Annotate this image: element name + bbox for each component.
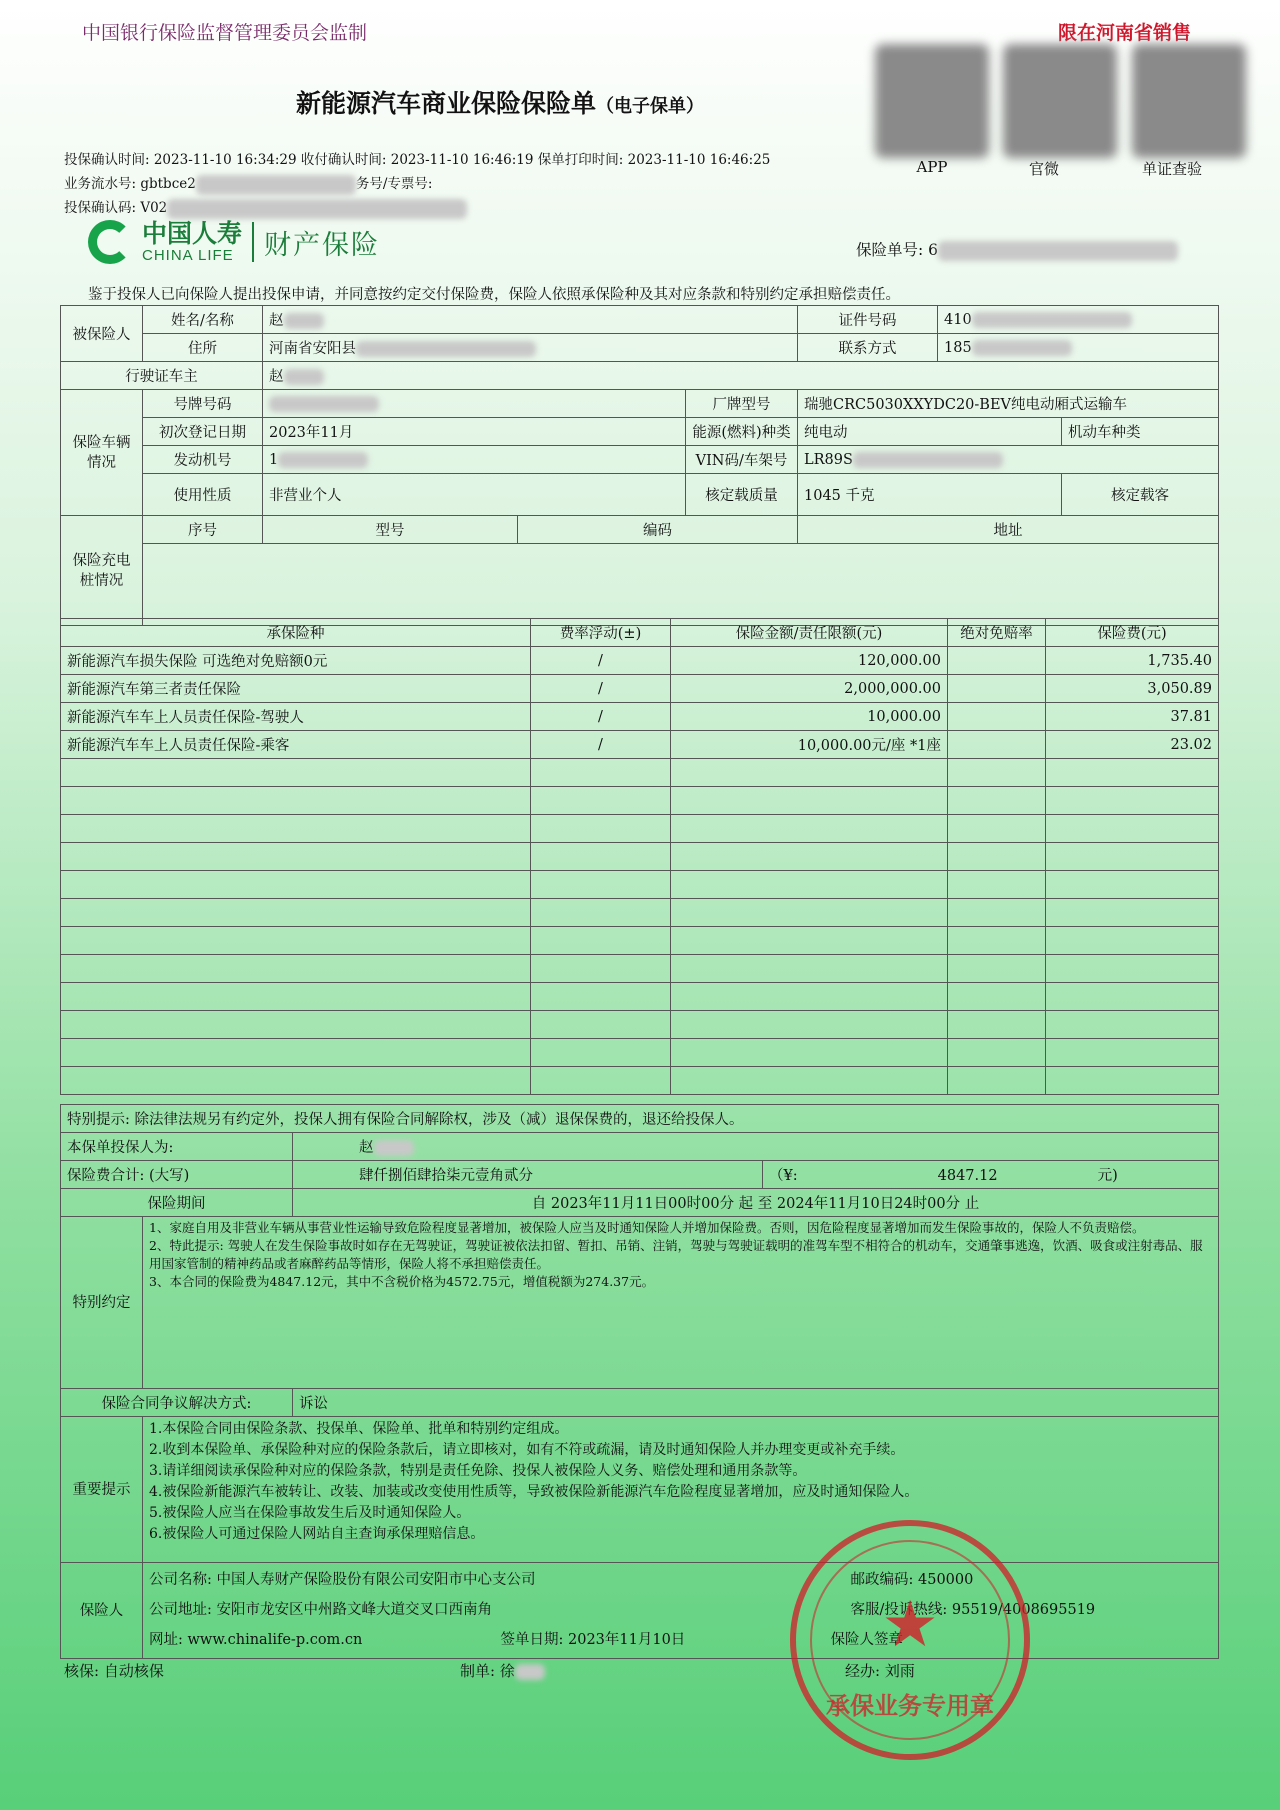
special-term-item: 1、家庭自用及非营业车辆从事营业性运输导致危险程度显著增加，被保险人应当及时通知保险人并增加保险费。否则，因危险程度显著增加而发生保险事故的，保险人不负责赔偿。 bbox=[149, 1220, 1145, 1235]
table-row bbox=[61, 703, 1219, 731]
insurer-row-1 bbox=[149, 1565, 1212, 1595]
insurer-row-3 bbox=[149, 1625, 1212, 1655]
period-value: 自 2023年11月11日00时00分 起 至 2024年11月10日24时00分 止 bbox=[293, 1189, 1219, 1217]
insurer-website[interactable]: 网址: www.chinalife-p.com.cn bbox=[149, 1632, 363, 1648]
total-amount bbox=[763, 1161, 1219, 1189]
meta-serial bbox=[64, 172, 432, 195]
qr-wechat-icon[interactable] bbox=[1003, 44, 1117, 158]
special-terms-label: 特别约定 bbox=[61, 1217, 143, 1389]
meta-times: 投保确认时间: 2023-11-10 16:34:29 收付确认时间: 2023-11-10 16:46:19 保单打印时间: 2023-11-10 16:46:25 bbox=[64, 152, 771, 168]
insurer-seal-label: 保险人签章 bbox=[830, 1632, 903, 1648]
insurer-content bbox=[143, 1563, 1219, 1659]
total-amount-value: 4847.12 bbox=[937, 1168, 998, 1184]
total-yen: （¥: bbox=[769, 1168, 798, 1184]
charger-col-no: 序号 bbox=[143, 516, 263, 544]
important-label: 重要提示 bbox=[61, 1417, 143, 1563]
table-row bbox=[61, 731, 1219, 759]
reg-date-label: 初次登记日期 bbox=[143, 418, 263, 446]
redacted-owner bbox=[284, 369, 324, 385]
serial-prefix: 业务流水号: gbtbce2 bbox=[64, 176, 196, 192]
cov-rate: / bbox=[531, 647, 671, 675]
id-text: 410 bbox=[944, 311, 972, 328]
empty-rows bbox=[61, 759, 1219, 1095]
id-label: 证件号码 bbox=[798, 306, 938, 334]
charger-empty-area bbox=[143, 544, 1219, 626]
redacted-phone bbox=[972, 340, 1072, 356]
insurer-postcode: 邮政编码: 450000 bbox=[850, 1572, 974, 1588]
cov-col-item: 承保险种 bbox=[61, 619, 531, 647]
cov-amount: 10,000.00元/座 *1座 bbox=[671, 731, 948, 759]
engine-value bbox=[263, 446, 686, 474]
insurer-label: 保险人 bbox=[61, 1563, 143, 1659]
page-title bbox=[0, 84, 1000, 120]
insurer-hotline: 客服/投诉热线: 95519/4008695519 bbox=[850, 1602, 1096, 1618]
cov-item: 新能源汽车车上人员责任保险-驾驶人 bbox=[61, 703, 531, 731]
charger-col-code: 编码 bbox=[518, 516, 798, 544]
cov-deduct bbox=[948, 703, 1046, 731]
intro-statement: 鉴于投保人已向保险人提出投保申请，并同意按约定交付保险费，保险人依照承保险种及其对应条款和特别约定承担赔偿责任。 bbox=[88, 287, 900, 303]
energy-value: 纯电动 bbox=[798, 418, 1062, 446]
owner-text: 赵 bbox=[269, 369, 284, 385]
redacted-applicant bbox=[374, 1140, 414, 1156]
cov-premium: 1,735.40 bbox=[1046, 647, 1219, 675]
special-notice: 特别提示: 除法律法规另有约定外，投保人拥有保险合同解除权，涉及（减）退保保费的，退还给投保人。 bbox=[61, 1105, 1219, 1133]
usage-value: 非营业个人 bbox=[263, 474, 686, 516]
total-upper-text: 肆仟捌佰肆拾柒元壹角贰分 bbox=[359, 1168, 533, 1184]
cov-col-amount: 保险金额/责任限额(元) bbox=[671, 619, 948, 647]
important-item: 2.收到本保险单、承保险种对应的保险条款后，请立即核对，如有不符或疏漏，请及时通知保险人并办理变更或补充手续。 bbox=[149, 1442, 905, 1458]
important-item: 3.请详细阅读承保险种对应的保险条款，特别是责任免除、投保人被保险人义务、赔偿处理和通用条款等。 bbox=[149, 1463, 807, 1479]
cov-amount: 10,000.00 bbox=[671, 703, 948, 731]
redacted-address bbox=[356, 341, 536, 357]
applicant-text: 赵 bbox=[359, 1140, 374, 1156]
important-item: 4.被保险新能源汽车被转让、改装、加装或改变使用性质等，导致被保险新能源汽车危险程度显著增加，应及时通知保险人。 bbox=[149, 1484, 919, 1500]
address-label: 住所 bbox=[143, 334, 263, 362]
insurer-company: 公司名称: 中国人寿财产保险股份有限公司安阳市中心支公司 bbox=[149, 1572, 536, 1588]
cov-premium: 37.81 bbox=[1046, 703, 1219, 731]
cov-item: 新能源汽车车上人员责任保险-乘客 bbox=[61, 731, 531, 759]
policy-terms-table bbox=[60, 1104, 1219, 1659]
cov-rate: / bbox=[531, 675, 671, 703]
china-life-logo bbox=[88, 216, 468, 268]
stamp-text: 承保业务专用章 bbox=[826, 1692, 994, 1720]
logo-sub: 财产保险 bbox=[264, 229, 381, 261]
cov-deduct bbox=[948, 647, 1046, 675]
vin-value bbox=[798, 446, 1219, 474]
seats-label: 核定载客 bbox=[1062, 474, 1219, 516]
special-term-item: 3、本合同的保险费为4847.12元，其中不含税价格为4572.75元，增值税额为274.37元。 bbox=[149, 1274, 655, 1289]
name-value bbox=[263, 306, 798, 334]
footer-underwrite: 核保: 自动核保 bbox=[64, 1662, 164, 1680]
total-upper bbox=[293, 1161, 763, 1189]
redacted-maker bbox=[515, 1664, 545, 1680]
owner-label: 行驶证车主 bbox=[61, 362, 263, 390]
special-terms-content bbox=[143, 1217, 1219, 1389]
cov-col-premium: 保险费(元) bbox=[1046, 619, 1219, 647]
cov-premium: 23.02 bbox=[1046, 731, 1219, 759]
sales-region-text: 限在河南省销售 bbox=[1058, 22, 1192, 44]
total-unit: 元) bbox=[1097, 1168, 1118, 1184]
important-item: 6.被保险人可通过保险人网站自主查询承保理赔信息。 bbox=[149, 1526, 485, 1542]
name-label: 姓名/名称 bbox=[143, 306, 263, 334]
applicant-label: 本保单投保人为: bbox=[61, 1133, 293, 1161]
supervision-text: 中国银行保险监督管理委员会监制 bbox=[82, 22, 368, 44]
mass-label: 核定载质量 bbox=[686, 474, 798, 516]
mass-value: 1045 千克 bbox=[798, 474, 1062, 516]
confirm-prefix: 投保确认码: V02 bbox=[64, 200, 168, 216]
serial-suffix: 务号/专票号: bbox=[355, 176, 433, 192]
charger-section-label: 保险充电桩情况 bbox=[61, 516, 143, 626]
cov-col-rate: 费率浮动(±) bbox=[531, 619, 671, 647]
coverage-table bbox=[60, 618, 1219, 1095]
redacted-serial bbox=[196, 175, 356, 195]
cov-deduct bbox=[948, 675, 1046, 703]
insurer-address: 公司地址: 安阳市龙安区中州路文峰大道交叉口西南角 bbox=[149, 1602, 492, 1618]
vehicle-type-label: 机动车种类 bbox=[1068, 425, 1141, 441]
redacted-vin bbox=[853, 452, 1003, 468]
qr-label-app: APP bbox=[916, 158, 948, 176]
title-sub: （电子保单） bbox=[596, 96, 704, 117]
cov-item: 新能源汽车损失保险 可选绝对免赔额0元 bbox=[61, 647, 531, 675]
phone-value bbox=[938, 334, 1219, 362]
important-item: 1.本保险合同由保险条款、投保单、保险单、批单和特别约定组成。 bbox=[149, 1421, 569, 1437]
redacted-plate bbox=[269, 396, 379, 412]
cov-amount: 2,000,000.00 bbox=[671, 675, 948, 703]
redacted-engine bbox=[278, 452, 368, 468]
name-text: 赵 bbox=[269, 313, 284, 329]
insured-section-label: 被保险人 bbox=[61, 306, 143, 362]
logo-mark-icon bbox=[88, 220, 132, 264]
insured-vehicle-table bbox=[60, 305, 1219, 626]
cov-item: 新能源汽车第三者责任保险 bbox=[61, 675, 531, 703]
engine-text: 1 bbox=[269, 451, 279, 468]
footer-maker-text: 制单: 徐 bbox=[460, 1662, 515, 1680]
usage-label: 使用性质 bbox=[143, 474, 263, 516]
address-text: 河南省安阳县 bbox=[269, 341, 356, 357]
plate-label: 号牌号码 bbox=[143, 390, 263, 418]
important-item: 5.被保险人应当在保险事故发生后及时通知保险人。 bbox=[149, 1505, 471, 1521]
period-label: 保险期间 bbox=[61, 1189, 293, 1217]
redacted-name bbox=[284, 313, 324, 329]
qr-label-wechat: 官微 bbox=[1028, 160, 1059, 178]
redacted-policy-no bbox=[938, 241, 1178, 261]
important-content bbox=[143, 1417, 1219, 1563]
table-row bbox=[61, 647, 1219, 675]
address-value bbox=[263, 334, 798, 362]
cov-amount: 120,000.00 bbox=[671, 647, 948, 675]
footer-maker bbox=[460, 1660, 545, 1681]
special-term-item: 2、特此提示: 驾驶人在发生保险事故时如存在无驾驶证，驾驶证被依法扣留、暂扣、吊销、注销，驾驶与驾驶证载明的准驾车型不相符合的机动车，交通肇事逃逸，饮酒、吸食或注射毒品、服用国家管制的精神药品或者麻醉药品等情形，保险人将不承担赔偿责任。 bbox=[149, 1238, 1203, 1271]
owner-value bbox=[263, 362, 1219, 390]
reg-date-value: 2023年11月 bbox=[263, 418, 686, 446]
phone-text: 185 bbox=[944, 339, 972, 356]
logo-cn: 中国人寿 bbox=[142, 218, 243, 248]
id-value bbox=[938, 306, 1219, 334]
logo-en: CHINA LIFE bbox=[142, 246, 234, 264]
footer-handler: 经办: 刘雨 bbox=[845, 1662, 915, 1680]
cov-rate: / bbox=[531, 703, 671, 731]
vehicle-section-label: 保险车辆情况 bbox=[61, 390, 143, 516]
company-seal-stamp bbox=[790, 1520, 1030, 1760]
dispute-label: 保险合同争议解决方式: bbox=[61, 1389, 293, 1417]
title-main: 新能源汽车商业保险保险单 bbox=[295, 89, 596, 118]
insurer-row-2 bbox=[149, 1595, 1212, 1625]
table-row bbox=[61, 675, 1219, 703]
stamp-star-icon: ★ bbox=[881, 1588, 939, 1662]
qr-app-icon[interactable] bbox=[875, 44, 989, 158]
policy-number-value: 6 bbox=[928, 241, 939, 259]
qr-verify-icon[interactable] bbox=[1132, 44, 1246, 158]
applicant-value bbox=[293, 1133, 1219, 1161]
engine-label: 发动机号 bbox=[143, 446, 263, 474]
dispute-value: 诉讼 bbox=[293, 1389, 1219, 1417]
policy-number bbox=[856, 238, 1178, 261]
charger-col-address: 地址 bbox=[798, 516, 1219, 544]
phone-label: 联系方式 bbox=[798, 334, 938, 362]
policy-number-label: 保险单号: bbox=[856, 241, 924, 259]
logo-divider bbox=[252, 222, 254, 262]
cov-rate: / bbox=[531, 731, 671, 759]
vin-label: VIN码/车架号 bbox=[686, 446, 798, 474]
logo-text bbox=[142, 218, 243, 264]
plate-value bbox=[263, 390, 686, 418]
cov-deduct bbox=[948, 731, 1046, 759]
redacted-id bbox=[972, 312, 1132, 328]
cov-col-deduct: 绝对免赔率 bbox=[948, 619, 1046, 647]
total-label: 保险费合计: (大写) bbox=[61, 1161, 293, 1189]
vin-text: LR89S bbox=[804, 451, 853, 468]
model-value: 瑞驰CRC5030XXYDC20-BEV纯电动厢式运输车 bbox=[798, 390, 1219, 418]
energy-label: 能源(燃料)种类 bbox=[686, 418, 798, 446]
vehicle-type bbox=[1062, 418, 1219, 446]
insurer-sign-date: 签单日期: 2023年11月10日 bbox=[500, 1632, 686, 1648]
model-label: 厂牌型号 bbox=[686, 390, 798, 418]
cov-premium: 3,050.89 bbox=[1046, 675, 1219, 703]
charger-col-model: 型号 bbox=[263, 516, 518, 544]
qr-label-verify: 单证查验 bbox=[1141, 160, 1202, 178]
